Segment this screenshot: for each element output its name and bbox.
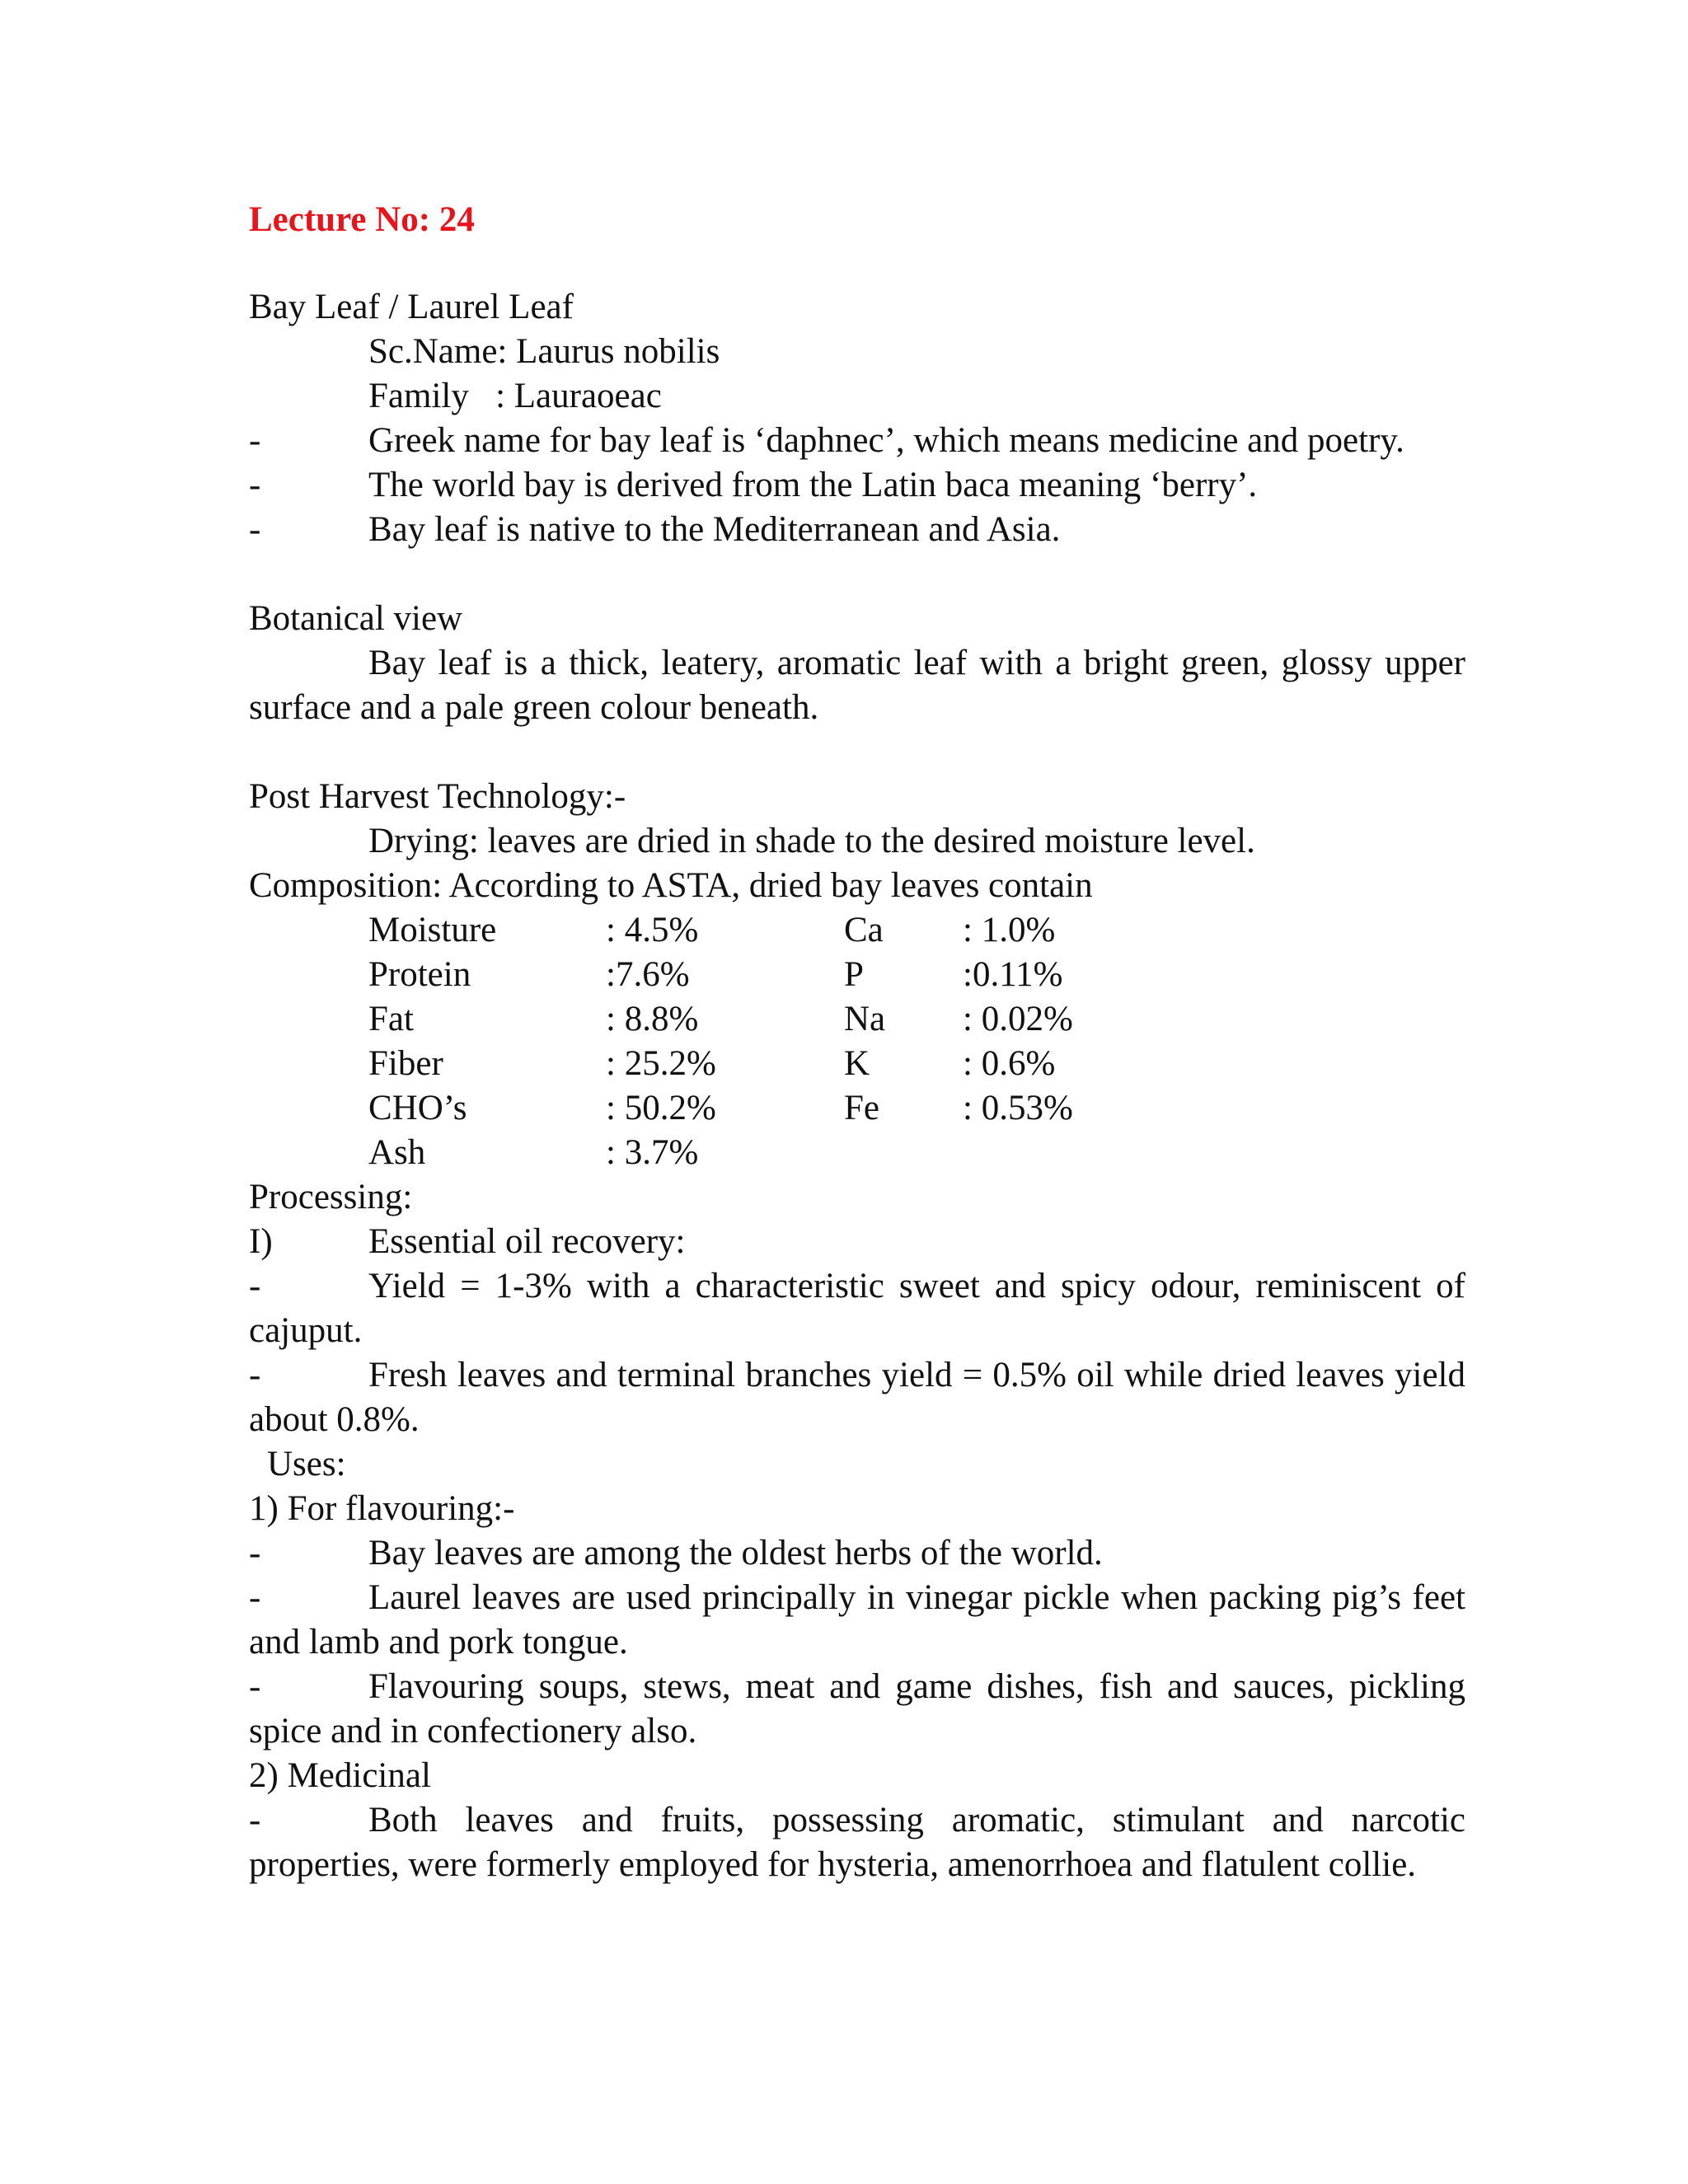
composition-row: Moisture : 4.5% Ca : 1.0% bbox=[368, 911, 1056, 949]
lecture-title: Lecture No: 24 bbox=[249, 200, 475, 239]
composition-row: Protein :7.6% P :0.11% bbox=[368, 955, 1063, 994]
bullet-item: - Both leaves and fruits, possessing aromatic, stimulant and narcotic properties, were formerly employed for hysteria, amenorrhoea and flatulent collie. bbox=[249, 1801, 1465, 1884]
section-heading-processing: Processing: bbox=[249, 1178, 413, 1216]
scientific-name: Sc.Name: Laurus nobilis bbox=[368, 332, 720, 371]
bullet-item: - Bay leaf is native to the Mediterranean and Asia. bbox=[249, 510, 1061, 549]
composition-row: CHO’s : 50.2% Fe : 0.53% bbox=[368, 1089, 1073, 1127]
bullet-item: - Bay leaves are among the oldest herbs of the world. bbox=[249, 1534, 1103, 1572]
composition-row: Fat : 8.8% Na : 0.02% bbox=[368, 1000, 1073, 1038]
bullet-item: - Fresh leaves and terminal branches yield = 0.5% oil while dried leaves yield about 0.8%. bbox=[249, 1356, 1465, 1439]
family-name: Family : Lauraoeac bbox=[368, 377, 662, 415]
composition-table bbox=[249, 908, 1465, 1175]
bullet-item: - The world bay is derived from the Latin baca meaning ‘berry’. bbox=[249, 466, 1258, 504]
bullet-item: - Yield = 1-3% with a characteristic sweet and spicy odour, reminiscent of cajuput. bbox=[249, 1267, 1465, 1350]
section-heading-uses: Uses: bbox=[267, 1445, 346, 1483]
section-heading-post-harvest: Post Harvest Technology:- bbox=[249, 777, 626, 816]
section-heading-botanical: Botanical view bbox=[249, 599, 463, 638]
botanical-description: Bay leaf is a thick, leatery, aromatic leaf with a bright green, glossy upper surface and a pale green colour beneath. bbox=[249, 644, 1465, 727]
bullet-item: - Laurel leaves are used principally in vinegar pickle when packing pig’s feet and lamb and pork tongue. bbox=[249, 1578, 1465, 1661]
composition-row: Fiber : 25.2% K : 0.6% bbox=[368, 1044, 1056, 1083]
subheading-flavouring: 1) For flavouring:- bbox=[249, 1489, 515, 1528]
composition-row: Ash : 3.7% bbox=[368, 1133, 699, 1172]
bullet-item: - Greek name for bay leaf is ‘daphnec’, which means medicine and poetry. bbox=[249, 421, 1404, 460]
subheading-medicinal: 2) Medicinal bbox=[249, 1756, 431, 1795]
drying-text: Drying: leaves are dried in shade to the desired moisture level. bbox=[368, 822, 1255, 860]
bullet-item: - Flavouring soups, stews, meat and game dishes, fish and sauces, pickling spice and in confectionery also. bbox=[249, 1667, 1465, 1750]
section-heading-bay-leaf: Bay Leaf / Laurel Leaf bbox=[249, 288, 574, 326]
processing-item: I) Essential oil recovery: bbox=[249, 1222, 686, 1261]
document-content bbox=[249, 198, 1465, 1887]
composition-intro: Composition: According to ASTA, dried bay leaves contain bbox=[249, 866, 1093, 905]
